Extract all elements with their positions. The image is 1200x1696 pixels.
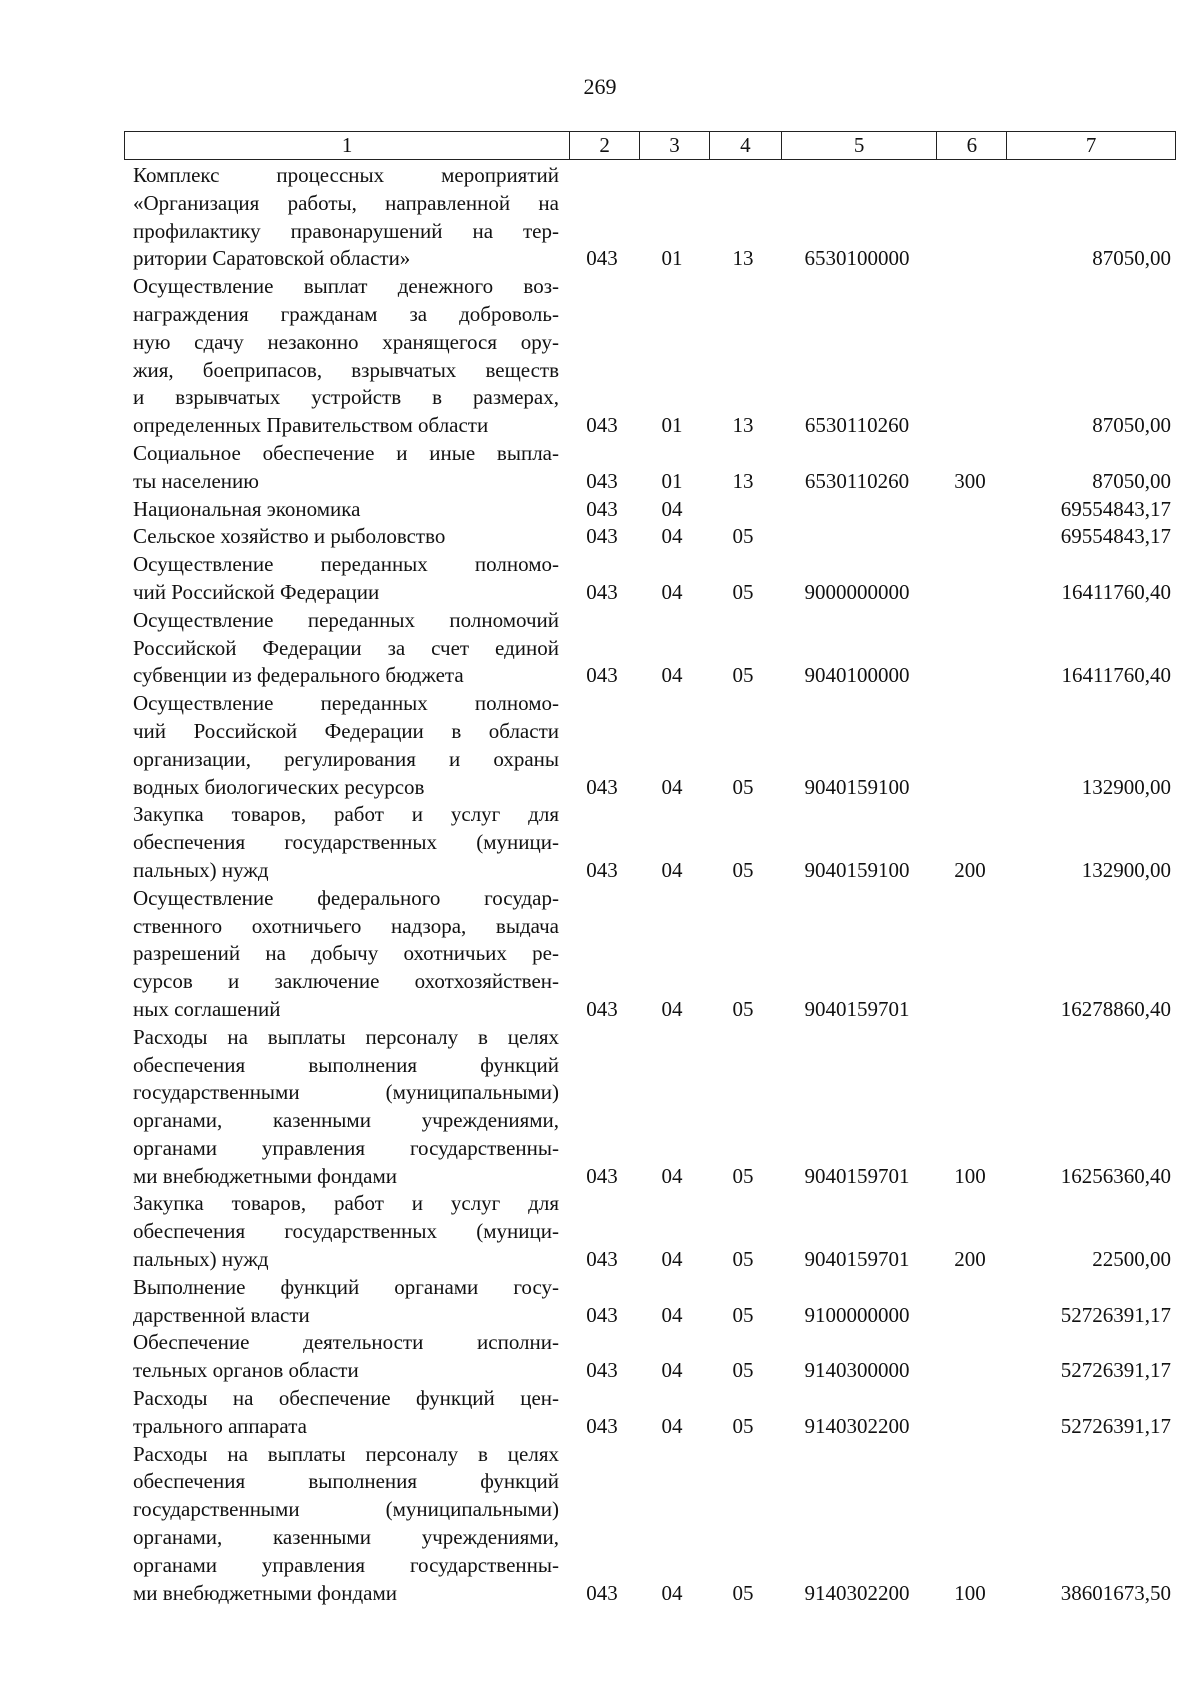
subsection-code: 05 [732, 1358, 754, 1383]
description-line: Расходы на обеспечение функций цен- [133, 1386, 559, 1411]
ministry-code: 043 [586, 996, 618, 1021]
page-number: 269 [583, 74, 617, 99]
table-row [133, 801, 1173, 884]
amount: 16256360,40 [1060, 1163, 1171, 1188]
ministry-code: 043 [586, 774, 618, 799]
table-row [133, 885, 1173, 1024]
amount: 87050,00 [1092, 468, 1171, 493]
header-col-7: 7 [1085, 133, 1097, 157]
amount: 52726391,17 [1060, 1358, 1171, 1383]
amount: 16411760,40 [1061, 663, 1171, 688]
subsection-code: 05 [732, 857, 754, 882]
description-line: водных биологических ресурсов [133, 774, 425, 799]
row-description [133, 690, 559, 801]
target-article-code: 9100000000 [804, 1302, 910, 1327]
row-description [133, 440, 559, 496]
description-line: Расходы на выплаты персоналу в целях [133, 1441, 559, 1466]
subsection-code: 13 [732, 468, 754, 493]
amount: 69554843,17 [1060, 496, 1171, 521]
subsection-code: 05 [732, 1580, 754, 1605]
section-code: 04 [661, 1247, 683, 1272]
description-line: ритории Саратовской области» [133, 246, 411, 271]
description-line: ми внебюджетными фондами [133, 1163, 397, 1188]
table-row [133, 440, 1173, 496]
section-code: 04 [661, 1580, 683, 1605]
description-line: пальных) нужд [133, 857, 269, 882]
description-line: государственными (муниципальными) [133, 1080, 559, 1105]
description-line: органами управления государственны- [133, 1135, 559, 1160]
target-article-code: 9140302200 [804, 1413, 910, 1438]
description-line: разрешений на добычу охотничьих ре- [133, 941, 559, 966]
header-col-5: 5 [782, 132, 938, 159]
subsection-code: 05 [732, 579, 754, 604]
ministry-code: 043 [586, 524, 618, 549]
description-line: сурсов и заключение охотхозяйствен- [133, 969, 559, 994]
target-article-code: 9040159701 [804, 1247, 910, 1272]
expense-type-code: 200 [954, 857, 986, 882]
description-line: обеспечения выполнения функций [133, 1469, 559, 1494]
description-line: дарственной власти [133, 1302, 310, 1327]
description-line: ную сдачу незаконно хранящегося ору- [133, 329, 559, 354]
table-row [133, 1190, 1173, 1273]
row-description [133, 801, 559, 884]
row-description [133, 607, 559, 690]
table-row [133, 1441, 1173, 1608]
description-line: награждения гражданам за доброволь- [133, 301, 559, 326]
description-line: чий Российской Федерации в области [133, 718, 559, 743]
description-line: Сельское хозяйство и рыболовство [133, 524, 446, 549]
description-line: Национальная экономика [133, 496, 361, 521]
description-line: субвенции из федерального бюджета [133, 663, 464, 688]
description-line: Осуществление переданных полномо- [133, 552, 559, 577]
table-header [124, 131, 1176, 160]
section-code: 01 [661, 468, 683, 493]
description-line: профилактику правонарушений на тер- [133, 218, 559, 243]
amount: 52726391,17 [1060, 1413, 1171, 1438]
subsection-code: 13 [732, 246, 754, 271]
description-line: ственного охотничьего надзора, выдача [133, 913, 559, 938]
section-code: 04 [661, 1358, 683, 1383]
table-row [133, 1024, 1173, 1191]
ministry-code: 043 [586, 1580, 618, 1605]
amount: 132900,00 [1081, 857, 1171, 882]
description-line: Обеспечение деятельности исполни- [133, 1330, 559, 1355]
target-article-code: 6530110260 [804, 468, 910, 493]
description-line: Социальное обеспечение и иные выпла- [133, 440, 559, 465]
table-row [133, 690, 1173, 801]
ministry-code: 043 [586, 857, 618, 882]
section-code: 04 [661, 857, 683, 882]
row-description [133, 523, 559, 551]
table-body [133, 162, 1173, 1607]
header-col-1: 1 [125, 132, 570, 159]
ministry-code: 043 [586, 413, 618, 438]
header-col-4: 4 [710, 132, 782, 159]
description-line: государственными (муниципальными) [133, 1497, 559, 1522]
target-article-code: 9040159701 [804, 996, 910, 1021]
row-description [133, 551, 559, 607]
amount: 38601673,50 [1060, 1580, 1171, 1605]
description-line: Осуществление переданных полномочий [133, 607, 559, 632]
ministry-code: 043 [586, 1163, 618, 1188]
description-line: жия, боеприпасов, взрывчатых веществ [133, 357, 559, 382]
header-col-3: 3 [640, 132, 710, 159]
target-article-code: 9040159100 [804, 774, 910, 799]
description-line: ных соглашений [133, 996, 281, 1021]
ministry-code: 043 [586, 246, 618, 271]
description-line: обеспечения государственных (муници- [133, 1219, 559, 1244]
description-line: Расходы на выплаты персоналу в целях [133, 1024, 559, 1049]
description-line: чий Российской Федерации [133, 579, 380, 604]
table-row [133, 607, 1173, 690]
section-code: 04 [661, 1302, 683, 1327]
subsection-code: 05 [732, 1413, 754, 1438]
description-line: обеспечения выполнения функций [133, 1052, 559, 1077]
target-article-code: 9140300000 [804, 1358, 910, 1383]
table-row [133, 1329, 1173, 1385]
subsection-code: 05 [732, 1302, 754, 1327]
target-article-code: 9140302200 [804, 1580, 910, 1605]
description-line: организации, регулирования и охраны [133, 746, 559, 771]
amount: 52726391,17 [1060, 1302, 1171, 1327]
row-description [133, 1190, 559, 1273]
row-description [133, 1024, 559, 1191]
row-description [133, 273, 559, 440]
amount: 69554843,17 [1060, 524, 1171, 549]
subsection-code: 05 [732, 996, 754, 1021]
section-code: 04 [661, 579, 683, 604]
row-description [133, 496, 559, 524]
ministry-code: 043 [586, 1302, 618, 1327]
amount: 132900,00 [1081, 774, 1171, 799]
amount: 87050,00 [1092, 413, 1171, 438]
subsection-code: 05 [732, 1247, 754, 1272]
target-article-code: 9000000000 [804, 579, 910, 604]
description-line: и взрывчатых устройств в размерах, [133, 385, 559, 410]
section-code: 04 [661, 524, 683, 549]
row-description [133, 885, 559, 1024]
row-description [133, 1385, 559, 1441]
amount: 22500,00 [1092, 1247, 1171, 1272]
description-line: определенных Правительством области [133, 413, 489, 438]
description-line: Осуществление переданных полномо- [133, 691, 559, 716]
header-col-2: 2 [570, 132, 640, 159]
subsection-code: 05 [732, 774, 754, 799]
target-article-code: 6530100000 [804, 246, 910, 271]
subsection-code: 05 [732, 524, 754, 549]
amount: 87050,00 [1092, 246, 1171, 271]
amount: 16411760,40 [1061, 579, 1171, 604]
target-article-code: 9040159100 [804, 857, 910, 882]
description-line: органами, казенными учреждениями, [133, 1525, 559, 1550]
table-row [133, 273, 1173, 440]
section-code: 04 [661, 1413, 683, 1438]
section-code: 04 [661, 663, 683, 688]
expense-type-code: 200 [954, 1247, 986, 1272]
description-line: Осуществление федерального государ- [133, 885, 559, 910]
expense-type-code: 300 [954, 468, 986, 493]
section-code: 04 [661, 774, 683, 799]
ministry-code: 043 [586, 663, 618, 688]
target-article-code: 9040100000 [804, 663, 910, 688]
section-code: 04 [661, 1163, 683, 1188]
table-row [133, 523, 1173, 551]
description-line: «Организация работы, направленной на [133, 190, 559, 215]
ministry-code: 043 [586, 1413, 618, 1438]
description-line: ты населению [133, 468, 259, 493]
row-description [133, 162, 559, 273]
ministry-code: 043 [586, 1247, 618, 1272]
subsection-code: 05 [732, 663, 754, 688]
description-line: тельных органов области [133, 1358, 359, 1383]
ministry-code: 043 [586, 579, 618, 604]
target-article-code: 6530110260 [804, 413, 910, 438]
description-line: пальных) нужд [133, 1247, 269, 1272]
expense-type-code: 100 [954, 1163, 986, 1188]
row-description [133, 1441, 559, 1608]
ministry-code: 043 [586, 1358, 618, 1383]
section-code: 01 [661, 413, 683, 438]
table-row [133, 162, 1173, 273]
row-description [133, 1274, 559, 1330]
description-line: Закупка товаров, работ и услуг для [133, 1191, 559, 1216]
table-row [133, 496, 1173, 524]
table-row [133, 1385, 1173, 1441]
description-line: органами управления государственны- [133, 1552, 559, 1577]
description-line: ми внебюджетными фондами [133, 1580, 397, 1605]
description-line: Осуществление выплат денежного воз- [133, 274, 559, 299]
description-line: Закупка товаров, работ и услуг для [133, 802, 559, 827]
description-line: Российской Федерации за счет единой [133, 635, 559, 660]
target-article-code: 9040159701 [804, 1163, 910, 1188]
description-line: обеспечения государственных (муници- [133, 830, 559, 855]
table-row [133, 1274, 1173, 1330]
expense-type-code: 100 [954, 1580, 986, 1605]
ministry-code: 043 [586, 468, 618, 493]
header-col-6: 6 [937, 132, 1007, 159]
description-line: Выполнение функций органами госу- [133, 1274, 559, 1299]
subsection-code: 05 [732, 1163, 754, 1188]
description-line: органами, казенными учреждениями, [133, 1108, 559, 1133]
amount: 16278860,40 [1060, 996, 1171, 1021]
table-row [133, 551, 1173, 607]
section-code: 04 [661, 496, 683, 521]
row-description [133, 1329, 559, 1385]
subsection-code: 13 [732, 413, 754, 438]
description-line: трального аппарата [133, 1413, 307, 1438]
section-code: 01 [661, 246, 683, 271]
description-line: Комплекс процессных мероприятий [133, 163, 559, 187]
section-code: 04 [661, 996, 683, 1021]
ministry-code: 043 [586, 496, 618, 521]
